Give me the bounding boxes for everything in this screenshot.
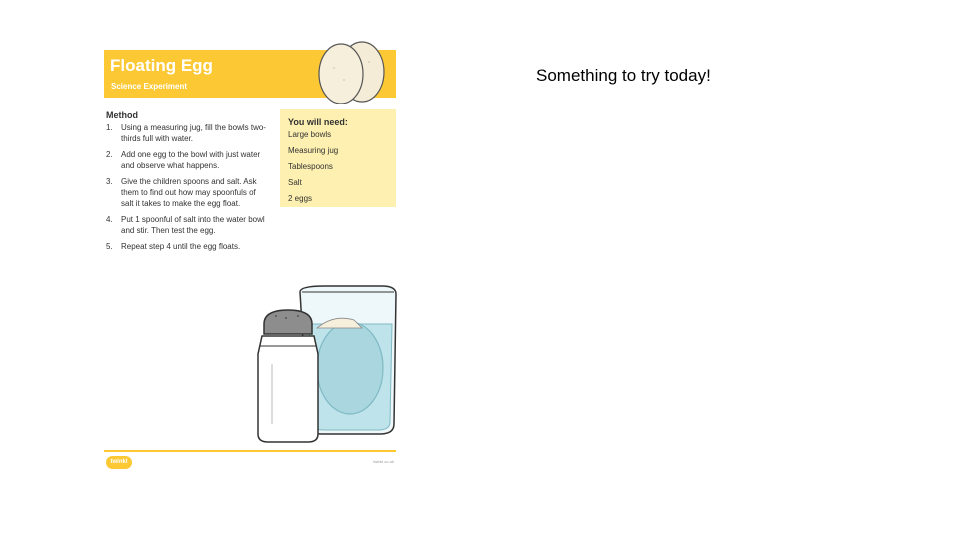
materials-item: Salt bbox=[288, 178, 302, 187]
worksheet-title: Floating Egg bbox=[110, 56, 213, 75]
twinkl-logo: twinkl bbox=[106, 456, 132, 469]
method-step: 1. Using a measuring jug, fill the bowls two-thirds full with water. bbox=[106, 123, 266, 143]
materials-item: Measuring jug bbox=[288, 146, 339, 155]
materials-title: You will need: bbox=[288, 117, 348, 127]
worksheet-image bbox=[104, 46, 396, 474]
salt-and-water-glass-illustration bbox=[254, 284, 400, 448]
method-steps bbox=[106, 122, 270, 257]
slide-caption: Something to try today! bbox=[536, 66, 711, 85]
materials-item: Large bowls bbox=[288, 130, 332, 139]
method-step: 2. Add one egg to the bowl with just water and observe what happens. bbox=[106, 150, 261, 170]
method-step: 3. Give the children spoons and salt. Ask them to find out how may spoonfuls of salt it takes to make the egg float. bbox=[106, 177, 257, 208]
footer-line bbox=[104, 450, 396, 452]
materials-box bbox=[280, 109, 396, 207]
worksheet-subtitle: Science Experiment bbox=[111, 82, 188, 91]
materials-item: 2 eggs bbox=[288, 194, 313, 203]
method-heading: Method bbox=[106, 110, 138, 120]
eggs-illustration bbox=[314, 40, 388, 104]
salt-shaker-illustration bbox=[258, 310, 318, 442]
materials-item: Tablespoons bbox=[288, 162, 333, 171]
method-step: 5. Repeat step 4 until the egg floats. bbox=[106, 242, 241, 251]
footer-url: twinkl.co.uk bbox=[373, 459, 394, 464]
materials-list bbox=[288, 130, 338, 210]
method-step: 4. Put 1 spoonful of salt into the water bowl and stir. Then test the egg. bbox=[106, 215, 265, 235]
